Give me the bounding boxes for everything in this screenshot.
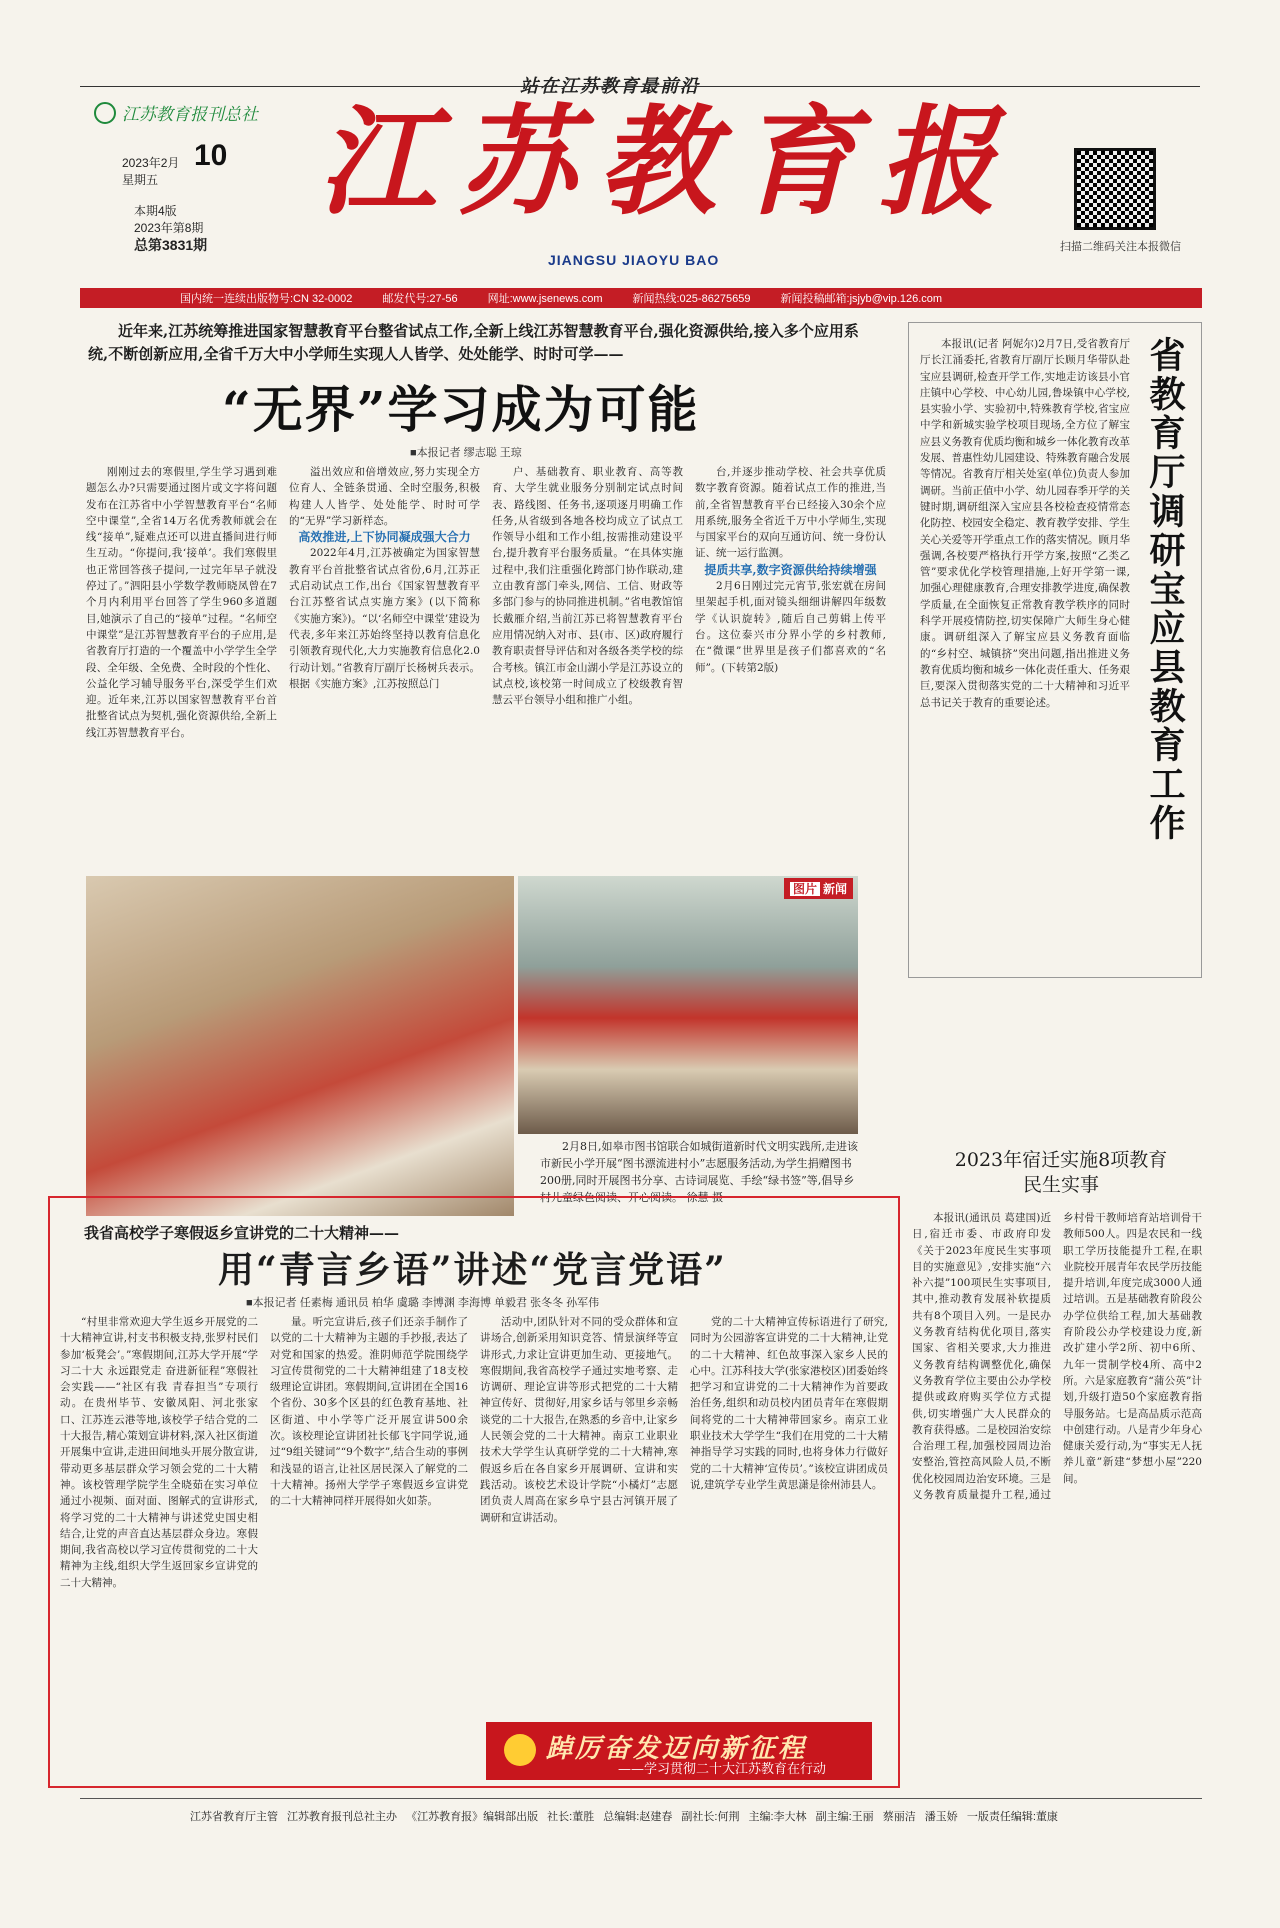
date-weekday: 星期五 [122,173,159,187]
newspaper-pinyin: JIANGSU JIAOYU BAO [548,252,720,268]
photo-news-tag: 图片 新闻 [784,878,853,899]
article2-col4: 党的二十大精神宣传标语进行了研究,同时为公园游客宣讲党的二十大精神,让党的二十大精神、红色故事深入家乡人民的心中。江苏科技大学(张家港校区)团委始终把学习和宣讲党的二十大精神作为首要政治任务,组织和动员校内团员青年在寒假期间将党的二十大精神带回家乡。南京工业职业技术大学学生“我们在用党的二十大精神指导学习实践的同时,也将身体力行做好党的二十大精神‘宣传员’。”该校宣讲团成员说,建筑学专业学生黄思潇是徐州沛县人。 [690,1316,888,1491]
qr-caption: 扫描二维码关注本报微信 [1060,241,1181,253]
banner-subtitle: ——学习贯彻二十大江苏教育在行动 [618,1762,827,1777]
publisher-logo-icon [94,102,116,124]
right-article-body: 本报讯(记者 阿妮尔)2月7日,受省教育厅厅长江涌委托,省教育厅副厅长顾月华带队赴宝应县调研,检查开学工作,实地走访该县小官庄镇中心学校、中心幼儿园,鲁垛镇中心学校,县实验小学、实验初中,特殊教育学校,省宝应中学和新城实验学校项目现场,全方位了解宝应县义务教育优质均衡和城乡一体化教育改革发展、普惠性幼儿园建设、特殊教育融合发展等情况。省教育厅相关处室(单位)负责人参加调研。当前正值中小学、幼儿园春季开学的关键时期,调研组深入宝应县各校检查疫情常态化防控、校园安全稳定、教育教学安排、学生关心关爱等开学重点工作的落实情况。顾月华强调,各校要严格执行开学方案,按照“乙类乙管”要求优化学校管理措施,上好开学第一课,加强心理健康教育,合理安排教学进度,确保教学质量,在全面恢复正常教育教学秩序的同时科学开展疫情防控,切实保障广大师生身心健康。调研组深入了解宝应县义务教育面临的“乡村空、城镇挤”突出问题,指出推进义务教育优质均衡和城乡一体化责任重大、任务艰巨,要深入贯彻落实党的二十大精神和习近平总书记关于教育的重要论述。 [920,338,1130,709]
campaign-banner[interactable] [486,1722,872,1780]
issue-number: 2023年第8期 [134,221,204,235]
photo-caption: 2月8日,如皋市图书馆联合如城街道新时代文明实践所,走进该市新民小学开展“图书漂流进村小”志愿服务活动,为学生捐赠图书200册,同时开展图书分享、古诗词展览、手绘“绿书签”等,倡导乡村儿童绿色阅读、开心阅读。 徐慧 摄 [540,1140,858,1204]
article1-col1: 刚刚过去的寒假里,学生学习遇到难题怎么办?只需要通过图片或文字将问题发布在江苏省中小学智慧教育平台“名师空中课堂”,全省14万名优秀教师就会在线“接单”,疑难点还可以进直播间进行师生互动。“你提问,我‘接单’。我们寒假里也正常回答孩子提问,一过完年早子就没停过了。”泗阳县小学数学教师晓凤曾在7个月内利用平台回答了学生960多道题目,她演示了自己的“接单”过程。“名师空中课堂”是江苏智慧教育平台的子应用,是省教育厅打造的一个覆盖中小学学生全学段、全年级、全免费、全时段的个性化、公益化学习辅导服务平台,深受学生们欢迎。近年来,江苏以国家智慧教育平台首批整省试点为契机,强化资源供给,全新上线江苏智慧教育平台。 [86,466,277,739]
article3-headline[interactable]: 2023年宿迁实施8项教育民生实事 [954,1149,1168,1196]
article2-body [60,1314,888,1722]
masthead-slogan: 站在江苏教育最前沿 [520,76,700,97]
article1-col2: 溢出效应和倍增效应,努力实现全方位育人、全链条贯通、全时空服务,积极构建人人皆学、处处能学、时时可学的“无界”学习新样态。 高效推进,上下协同凝成强大合力 2022年4月,江苏被确定为国家智慧教育平台首批整省试点省份,6月,江苏正式启动试点工作,出台《国家智慧教育平台江苏整省试点实施方案》(以下简称《实施方案》)。“以‘名师空中课堂’建设为代表,多年来江苏始终坚持以教育信息化引领教育现代化,大力实施教育信息化2.0行动计划。”省教育厅副厅长杨树兵表示。根据《实施方案》,江苏按照总门 [289,466,480,690]
news-hotline: 新闻热线:025-86275659 [632,293,751,305]
photo-credit: 徐慧 摄 [686,1191,723,1204]
article3-body: 本报讯(通讯员 葛建国)近日,宿迁市委、市政府印发《关于2023年度民生实事项目的实施意见》,安排实施“六补六提”100项民生实事项目,其中,推动教育发展补软提质共有8个项目入列。一是民办义务教育结构优化项目,落实国家、省相关要求,大力推进义务教育结构调整优化,确保义务教育学位主要由公办学校提供或政府购买学位方式提供,切实增强广大人民群众的教育获得感。二是校园治安综合治理工程,加强校园周边治安整治,管控高风险人员,不断优化校园周边治安环境。三是义务教育质量提升工程,通过乡村骨干教师培育站培训骨干教师500人。四是农民和一线职工学历技能提升工程,在职业院校开展青年农民学历技能提升培训,年度完成3000人通过培训。五是基础教育阶段公办学位供给工程,加大基础教育阶段公办学校建设力度,新改扩建小学2所、初中6所、九年一贯制学校4所、高中2所。六是家庭教育“蒲公英”计划,升级打造50个家庭教育指导服务站。七是高品质示范高中创建行动。八是青少年身心健康关爱行动,为“事实无人抚养儿童”新建“梦想小屋”220间。 [912,1212,1202,1502]
footer-credits: 江苏省教育厅主管 江苏教育报刊总社主办 《江苏教育报》编辑部出版 社长:董胜 总编辑:赵建春 副社长:何荆 主编:李大林 副主编:王丽 蔡丽洁 潘玉娇 一版责任编辑:董康 [190,1811,1058,1823]
publisher-name: 江苏教育报刊总社 [122,105,258,125]
article1-lead: 近年来,江苏统筹推进国家智慧教育平台整省试点工作,全新上线江苏智慧教育平台,强化资源供给,接入多个应用系统,不断创新应用,全省千万大中小学师生实现人人皆学、处处能学、时时可学—— [88,322,859,363]
date-month: 2023年2月 [122,156,180,170]
info-bar [80,288,1202,308]
edition-count: 本期4版 [134,204,177,218]
banner-title: 踔厉奋发迈向新征程 [546,1734,808,1764]
footer-rule [80,1798,1202,1799]
wechat-qr-code[interactable] [1074,148,1156,230]
publisher-label [94,100,258,125]
submission-email[interactable]: 新闻投稿邮箱:jsjyb@vip.126.com [780,293,943,305]
article1-col4: 台,并逐步推动学校、社会共享优质数字教育资源。随着试点工作的推进,当前,全省智慧教育平台已经接入30余个应用系统,服务全省近千万中小学师生,实现与国家平台的双向互通访问、统一身份认证、统一运行监测。 提质共享,数字资源供给持续增强 2月6日刚过完元宵节,张宏就在房间里架起手机,面对镜头细细讲解四年级数学《认识旋转》,随后自己剪辑上传平台。这位泰兴市分界小学的乡村教师,在“微课”世界里是孩子们都喜欢的“名师”。(下转第2版) [695,466,886,674]
cn-number: 国内统一连续出版物号:CN 32-0002 [180,293,353,305]
right-article-headline[interactable]: 省教育厅调研宝应县教育工作 [1144,336,1186,843]
newspaper-title: 江苏教育报 [318,92,1019,231]
article2-col1: “村里非常欢迎大学生返乡开展党的二十大精神宣讲,村支书积极支持,张罗村民们参加‘板凳会’。”寒假期间,江苏大学开展“学习二十大 永远跟党走 奋进新征程”寒假社会实践——“社区有我 青春担当”专项行动。在贵州毕节、安徽凤阳、河北张家口、江苏连云港等地,该校学子结合党的二十大报告,精心策划宣讲材料,深入社区街道开展集中宣讲,走进田间地头开展分散宣讲,带动更多基层群众学习领会党的二十大精神。该校管理学院学生全晓茹在实习单位通过小视频、面对面、图解式的宣讲形式,将学习党的二十大精神与讲述党史国史相结合,让党的声音直达基层群众身边。寒假期间,我省高校以学习宣传贯彻党的二十大精神为主线,组织大学生返回家乡宣讲党的二十大精神。 [60,1316,258,1589]
article1-headline[interactable]: “无界”学习成为可能 [222,380,700,439]
article1-subhead1: 高效推进,上下协同凝成强大合力 [298,530,471,545]
article1-col3: 户、基础教育、职业教育、高等教育、大学生就业服务分别制定试点时间表、路线图、任务书,逐项逐月明确工作任务,从省级到各地各校均成立了试点工作领导小组和工作小组,按需推动建设平台,提升教育平台服务质量。“在具体实施过程中,我们注重强化跨部门协作联动,建立由教育部门牵头,网信、工信、财政等多部门参与的协同推进机制。”省电教馆馆长戴雁介绍,当前江苏已将智慧教育平台应用情况纳入对市、县(市、区)政府履行教育职责督导评估和对各级各类学校的综合考核。镇江市金山湖小学是江苏设立的试点校,该校第一时间成立了校级教育智慧云平台领导小组和推广小组。 [492,466,683,707]
article1-byline: ■本报记者 缪志聪 王琼 [410,447,522,459]
photo-book-donation [518,876,858,1134]
article1-body [86,464,886,868]
article2-col3: 活动中,团队针对不同的受众群体和宣讲场合,创新采用知识竞答、情景演绎等宣讲形式,力求让宣讲更加生动、更接地气。寒假期间,我省高校学子通过实地考察、走访调研、理论宣讲等形式把党的二十大精神宣传好、贯彻好,用家乡话与邻里乡亲畅谈党的二十大报告,在熟悉的乡音中,让家乡人民领会党的二十大精神。南京工业职业技术大学学生认真研学党的二十大精神,寒假返乡后在各自家乡开展调研、宣讲和实践活动。该校艺术设计学院“小橘灯”志愿团负责人周高在家乡阜宁县古河镇开展了调研和宣讲活动。 [480,1316,678,1524]
date-day: 10 [194,139,228,172]
date-block [122,139,262,254]
website-link[interactable]: 网址:www.jsenews.com [487,293,603,305]
photo-students-reading [86,876,514,1216]
article2-headline[interactable]: 用“青言乡语”讲述“党言党语” [218,1249,727,1291]
article2-lead: 我省高校学子寒假返乡宣讲党的二十大精神—— [84,1224,400,1242]
article2-col2: 量。听完宣讲后,孩子们还亲手制作了以党的二十大精神为主题的手抄报,表达了对党和国家的热爱。淮阴师范学院围绕学习宣传贯彻党的二十大精神组建了18支校级理论宣讲团。寒假期间,宣讲团在全国16个省份、30多个区县的红色教育基地、社区街道、中小学等广泛开展宣讲500余次。该校理论宣讲团社长郁飞宇同学说,通过“9组关键词”“9个数字”,结合生动的事例和浅显的语言,让社区居民深入了解党的二十大精神。扬州大学学子寒假返乡宣讲党的二十大精神同样开展得如火如荼。 [270,1316,468,1508]
article1-subhead2: 提质共享,数字资源供给持续增强 [704,562,877,577]
masthead-rule [80,86,1200,87]
total-issue: 总第3831期 [134,237,208,253]
article2-byline: ■本报记者 任素梅 通讯员 柏华 虞璐 李博渊 李海博 单毅君 张冬冬 孙军伟 [246,1297,600,1309]
party-emblem-icon [504,1734,536,1766]
postal-code: 邮发代号:27-56 [382,293,458,305]
